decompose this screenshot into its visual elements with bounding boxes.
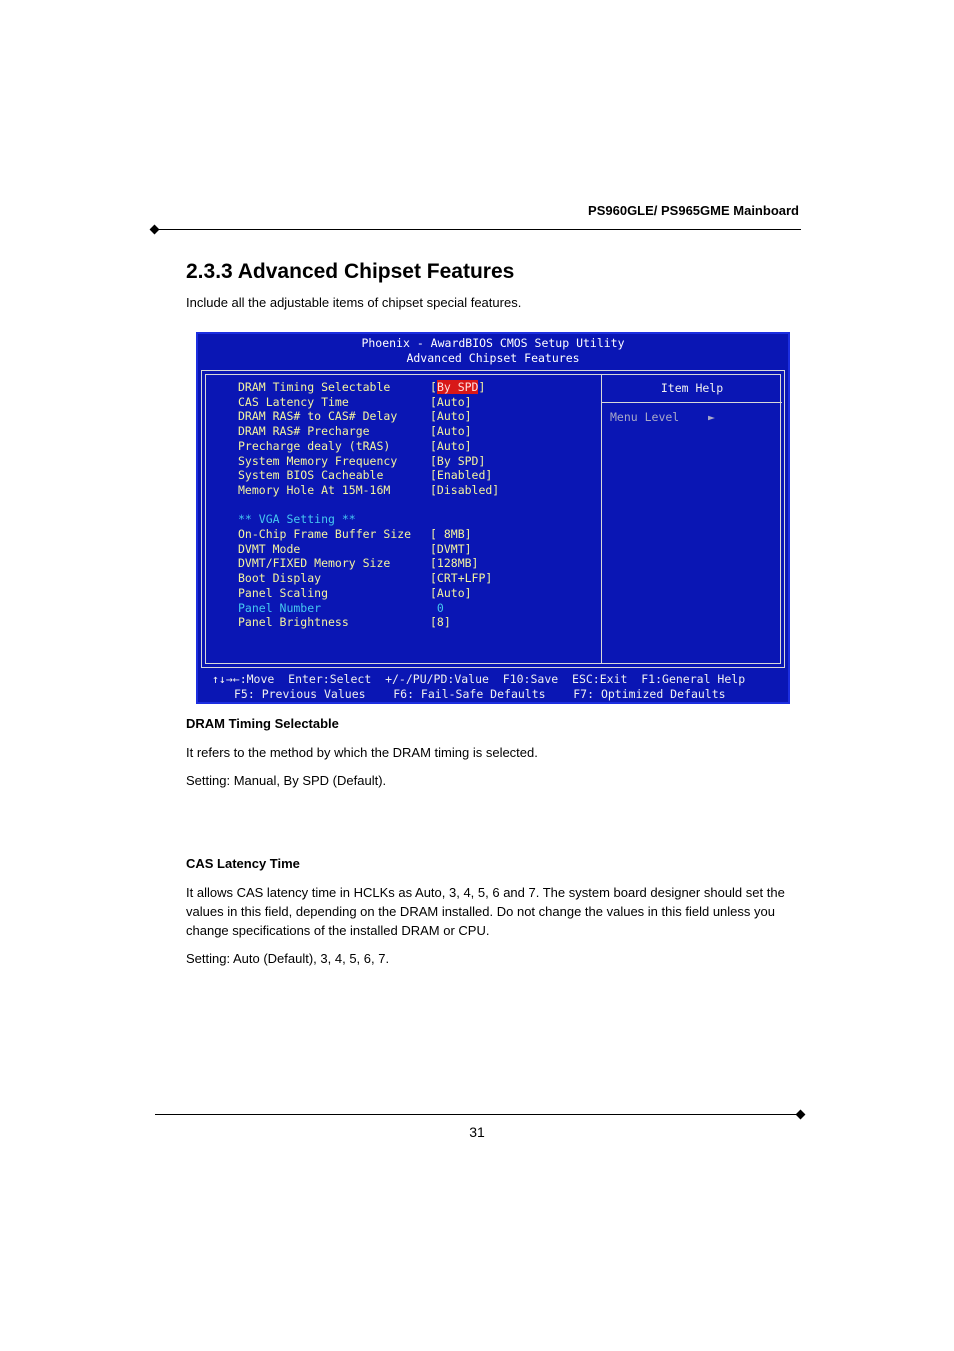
bios-setting-label: DRAM RAS# to CAS# Delay bbox=[238, 409, 398, 424]
bios-title-line1: Phoenix - AwardBIOS CMOS Setup Utility bbox=[361, 336, 625, 350]
bios-setting-label: DVMT/FIXED Memory Size bbox=[238, 556, 391, 571]
bios-setting-value[interactable]: [By SPD] bbox=[430, 453, 486, 468]
bios-setting-value[interactable]: 0 bbox=[430, 600, 444, 615]
bios-setting-value[interactable]: [Auto] bbox=[430, 409, 472, 424]
item-help-divider bbox=[602, 402, 782, 403]
bios-setting-value[interactable]: [Auto] bbox=[430, 424, 472, 439]
footer-rule bbox=[155, 1114, 801, 1115]
bios-main-frame-inner bbox=[205, 374, 781, 664]
bios-setting-label: System Memory Frequency bbox=[238, 453, 398, 468]
bios-setting-label: Panel Scaling bbox=[238, 585, 329, 600]
bios-setting-value[interactable]: [Auto] bbox=[430, 438, 472, 453]
bios-setting-value[interactable]: [By SPD] bbox=[430, 380, 486, 394]
bios-screenshot bbox=[196, 332, 790, 704]
bios-main-frame bbox=[201, 370, 785, 668]
bios-setting-value[interactable]: [Auto] bbox=[430, 394, 472, 409]
menu-level-label: Menu Level bbox=[610, 410, 680, 424]
bios-setting-label: Panel Brightness bbox=[238, 615, 349, 630]
cas-latency-heading: CAS Latency Time bbox=[186, 856, 300, 871]
bios-setting-label: ** VGA Setting ** bbox=[238, 512, 356, 527]
bios-setting-label: Memory Hole At 15M-16M bbox=[238, 482, 391, 497]
bios-setting-label: System BIOS Cacheable bbox=[238, 468, 384, 483]
cas-latency-description: It allows CAS latency time in HCLKs as Auto, 3, 4, 5, 6 and 7. The system board designer should set the values in this field, depending on the DRAM installed. Do not change the values in this field unless you change specifications of the installed DRAM or CPU. bbox=[186, 885, 785, 938]
item-help-title: Item Help bbox=[660, 381, 724, 395]
bios-setting-label: DVMT Mode bbox=[238, 541, 301, 556]
bios-setting-value[interactable]: [CRT+LFP] bbox=[430, 571, 493, 586]
bios-setting-value[interactable]: [ 8MB] bbox=[430, 527, 472, 541]
selected-value-highlight: By SPD bbox=[436, 380, 479, 394]
bios-setting-label: Boot Display bbox=[238, 571, 322, 586]
section-intro: Include all the adjustable items of chipset special features. bbox=[186, 295, 522, 310]
bios-setting-label: Precharge dealy (tRAS) bbox=[238, 438, 391, 453]
bios-setting-label: DRAM Timing Selectable bbox=[238, 380, 391, 394]
dram-timing-description: It refers to the method by which the DRAM timing is selected. bbox=[186, 745, 538, 760]
cas-latency-setting: Setting: Auto (Default), 3, 4, 5, 6, 7. bbox=[186, 951, 390, 966]
bios-setting-value[interactable]: [Disabled] bbox=[430, 482, 500, 497]
bios-setting-value[interactable]: [DVMT] bbox=[430, 541, 472, 556]
section-title: 2.3.3 Advanced Chipset Features bbox=[186, 260, 515, 283]
bios-setting-value[interactable]: [8] bbox=[430, 615, 451, 630]
bios-title-line2: Advanced Chipset Features bbox=[406, 351, 580, 365]
bios-setting-label: CAS Latency Time bbox=[238, 394, 349, 409]
bios-panel-divider bbox=[601, 375, 602, 663]
page-number: 31 bbox=[469, 1124, 485, 1140]
bios-setting-value[interactable]: [Enabled] bbox=[430, 468, 493, 483]
bios-setting-label: On-Chip Frame Buffer Size bbox=[238, 527, 412, 541]
bios-title bbox=[198, 336, 788, 366]
bios-setting-label: Panel Number bbox=[238, 600, 322, 615]
header-rule bbox=[155, 229, 801, 230]
footer-diamond-icon bbox=[796, 1110, 806, 1120]
bios-setting-value[interactable]: [Auto] bbox=[430, 585, 472, 600]
bios-setting-label: DRAM RAS# Precharge bbox=[238, 424, 370, 439]
document-header-title: PS960GLE/ PS965GME Mainboard bbox=[588, 203, 799, 218]
menu-level-arrow-icon: ► bbox=[708, 410, 715, 424]
bios-footer-line2: F5: Previous Values F6: Fail-Safe Defaults F7: Optimized Defaults bbox=[234, 687, 726, 701]
bios-footer-line1: ↑↓→←:Move Enter:Select +/-/PU/PD:Value F10:Save ESC:Exit F1:General Help bbox=[212, 672, 746, 686]
dram-timing-heading: DRAM Timing Selectable bbox=[186, 716, 339, 731]
bios-setting-value[interactable]: [128MB] bbox=[430, 556, 479, 571]
dram-timing-setting: Setting: Manual, By SPD (Default). bbox=[186, 773, 387, 788]
